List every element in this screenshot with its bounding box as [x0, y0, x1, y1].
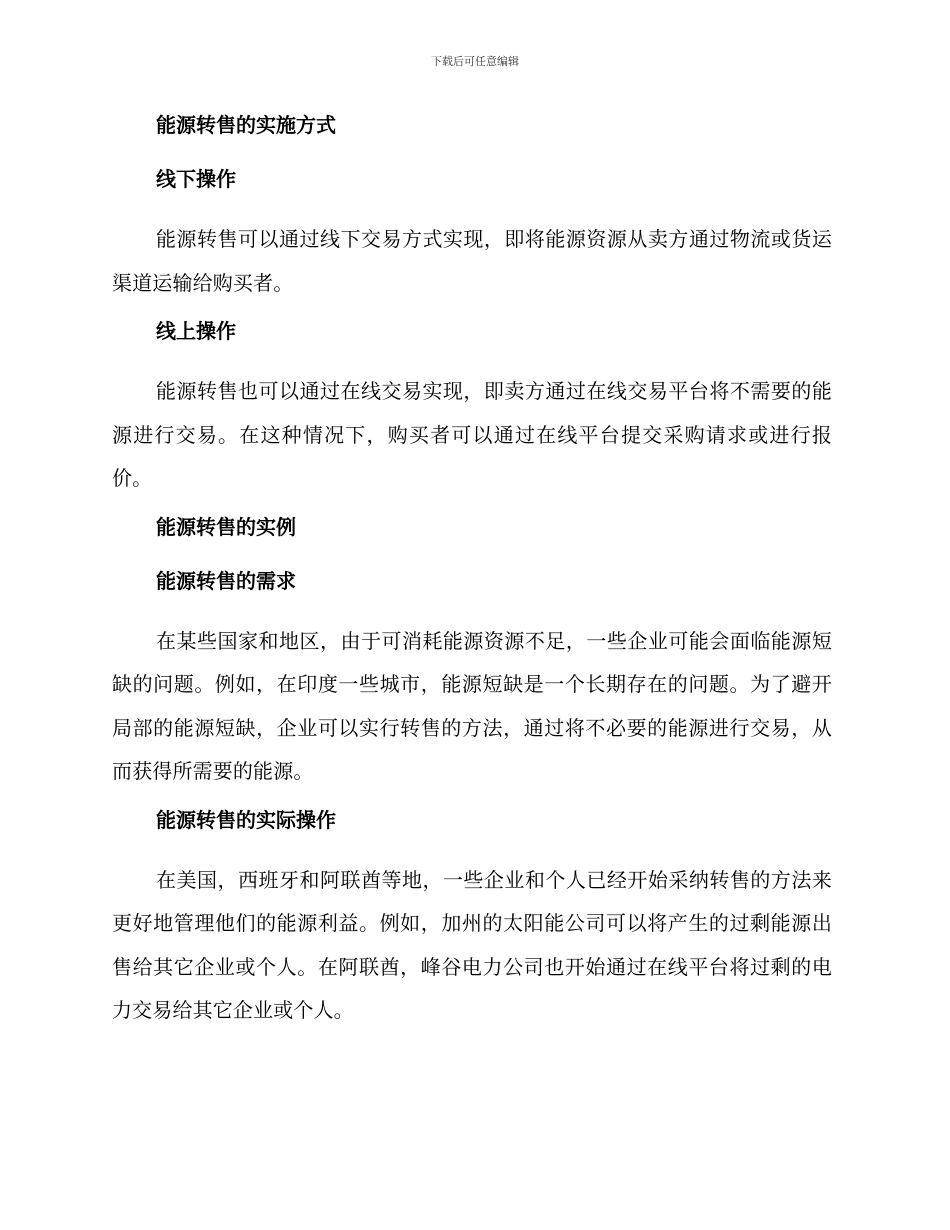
subheading-demand: 能源转售的需求 [156, 568, 296, 593]
section-heading-implementation: 能源转售的实施方式 [156, 113, 336, 137]
section-heading-examples: 能源转售的实例 [156, 514, 296, 539]
subheading-practice: 能源转售的实际操作 [156, 807, 336, 832]
paragraph-practice: 在美国，西班牙和阿联酋等地，一些企业和个人已经开始采纳转售的方法来更好地管理他们的能源利益。例如，加州的太阳能公司可以将产生的过剩能源出售给其它企业或个人。在阿联酋，峰谷电力公司也开始通过在线平台将过剩的电力交易给其它企业或个人。 [112, 867, 832, 1022]
paragraph-online: 能源转售也可以通过在线交易实现，即卖方通过在线交易平台将不需要的能源进行交易。在这种情况下，购买者可以通过在线平台提交采购请求或进行报价。 [112, 379, 832, 490]
subheading-offline: 线下操作 [156, 167, 236, 191]
paragraph-demand: 在某些国家和地区，由于可消耗能源资源不足，一些企业可能会面临能源短缺的问题。例如，在印度一些城市，能源短缺是一个长期存在的问题。为了避开局部的能源短缺，企业可以实行转售的方法，通过将不必要的能源进行交易，从而获得所需要的能源。 [112, 628, 832, 783]
document-body [112, 110, 832, 1044]
paragraph-offline: 能源转售可以通过线下交易方式实现，即将能源资源从卖方通过物流或货运渠道运输给购买者。 [112, 227, 832, 295]
page-header: 下载后可任意编辑 [431, 55, 519, 68]
subheading-online: 线上操作 [156, 319, 236, 343]
